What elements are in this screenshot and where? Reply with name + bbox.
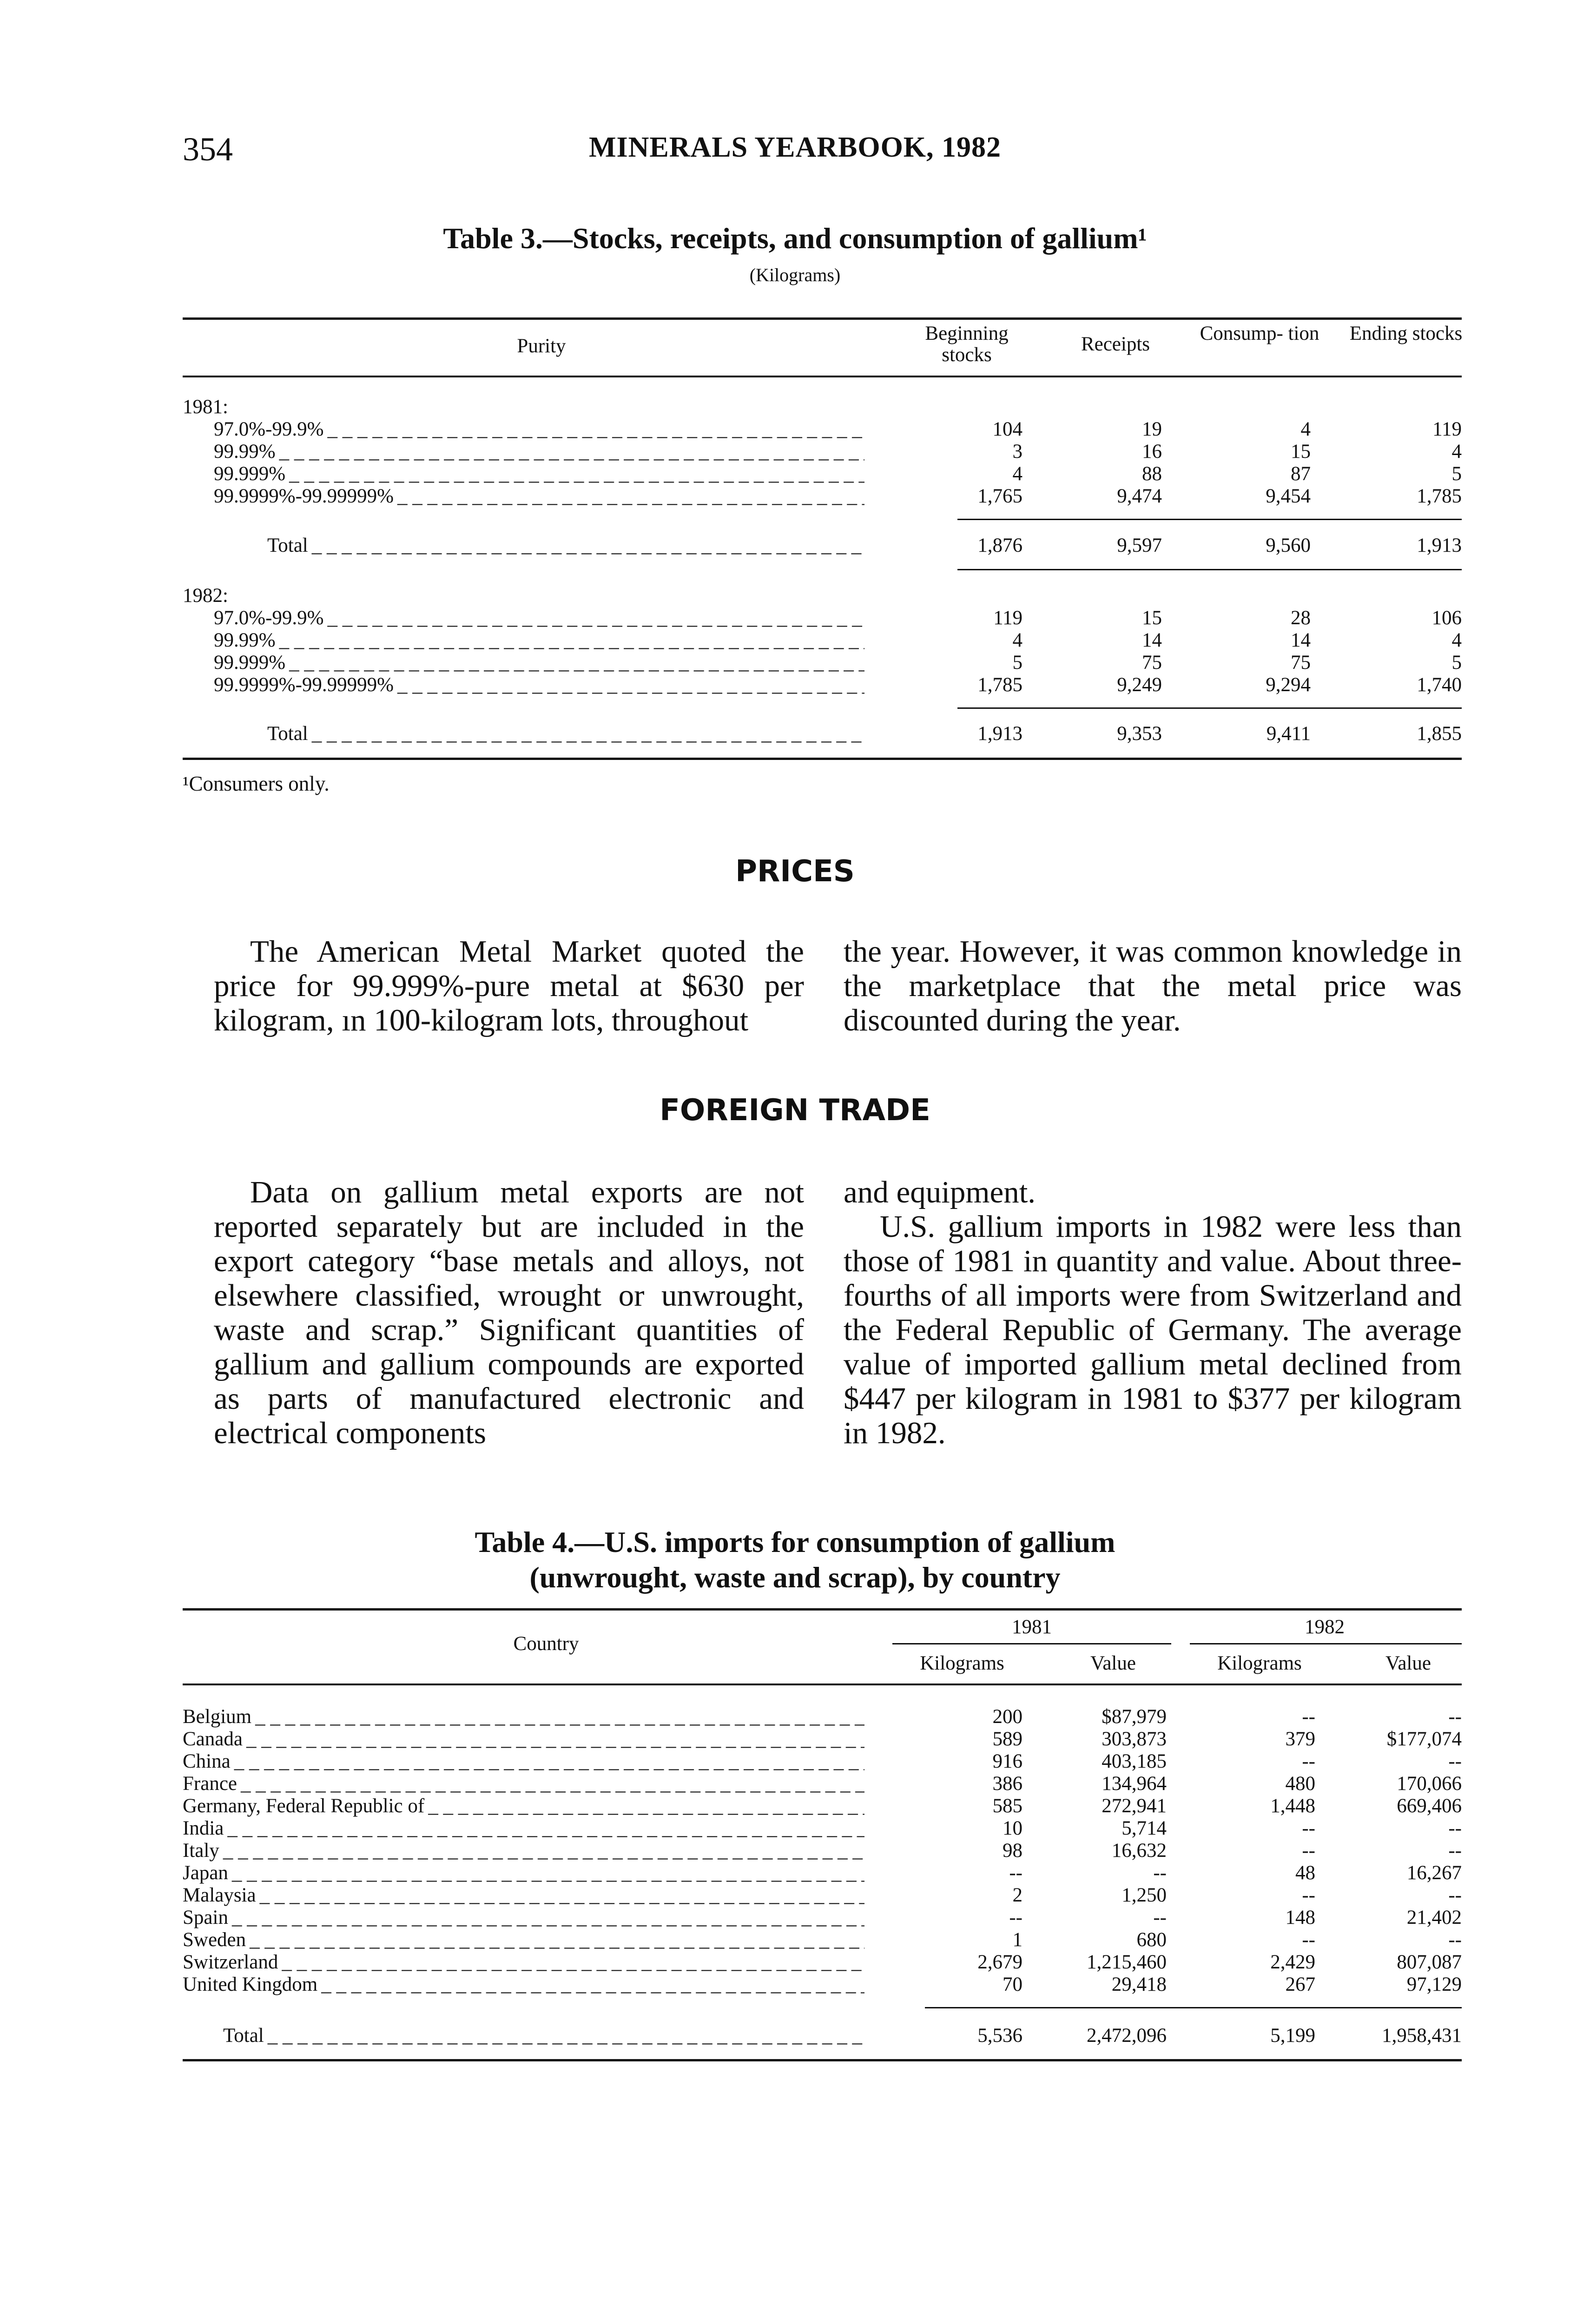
table4-col-kg-1982: Kilograms bbox=[1217, 1652, 1302, 1674]
table3-bottom-rule bbox=[183, 758, 1462, 760]
table3-header-rule bbox=[183, 376, 1462, 377]
table4-col-kg-1981: Kilograms bbox=[920, 1652, 1004, 1674]
table-row: Japan _ _ _ -- -- 48 16,267 bbox=[0, 1862, 1590, 1884]
table3-total-rule bbox=[957, 569, 1462, 570]
page-number: 354 bbox=[183, 131, 233, 168]
running-title: MINERALS YEARBOOK, 1982 bbox=[588, 132, 1002, 163]
table-row: 99.999% _ _ _ 5 75 75 5 bbox=[0, 652, 1590, 674]
table4-header-rule bbox=[183, 1684, 1462, 1685]
table-row: 99.9999%-99.99999% _ _ _ 1,765 9,474 9,454 1,785 bbox=[0, 485, 1590, 508]
table3-col-purity: Purity bbox=[517, 335, 566, 357]
table-row: Spain _ _ _ -- -- 148 21,402 bbox=[0, 1907, 1590, 1929]
foreign-trade-col1: Data on gallium metal exports are not reported separately but are included in the export category “base metals and alloys, not elsewhere classified, wrought or unwrought, waste and scrap.” Significant quantities of gallium and gallium compounds are exported as parts of manufactured electronic and electrical components bbox=[214, 1175, 804, 1450]
table3-footnote: ¹Consumers only. bbox=[183, 772, 330, 795]
table4-col-value-1981: Value bbox=[1090, 1652, 1136, 1674]
table-row-total: Total _ _ _ 1,913 9,353 9,411 1,855 bbox=[0, 723, 1590, 745]
table4-year-rule-1982 bbox=[1190, 1643, 1462, 1644]
prices-heading: PRICES bbox=[735, 854, 855, 889]
table4-col-1981: 1981 bbox=[1012, 1616, 1052, 1638]
table3-col-ending: Ending stocks bbox=[1349, 323, 1463, 344]
table-row: Canada _ _ _ 589 303,873 379 $177,074 bbox=[0, 1728, 1590, 1750]
table4-col-country: Country bbox=[513, 1633, 579, 1655]
table-row: Italy _ _ _ 98 16,632 -- -- bbox=[0, 1840, 1590, 1862]
table3-col-receipts: Receipts bbox=[1081, 333, 1150, 355]
table-row-total: Total _ _ _ 1,876 9,597 9,560 1,913 bbox=[0, 535, 1590, 557]
table3-group-label: 1981: bbox=[183, 396, 228, 418]
table-row: China _ _ _ 916 403,185 -- -- bbox=[0, 1750, 1590, 1773]
table3-col-beginning: Beginning stocks bbox=[925, 323, 1009, 366]
table-row: 97.0%-99.9% _ _ _ 104 19 4 119 bbox=[0, 418, 1590, 441]
foreign-trade-col2: and equipment. U.S. gallium imports in 1982 were less than those of 1981 in quantity and value. About three-fourths of all imports were from Switzerland and the Federal Republic of Germany. The average value of imported gallium metal declined from $447 per kilogram in 1981 to $377 per kilogram in 1982. bbox=[844, 1175, 1462, 1450]
table4-bottom-rule bbox=[183, 2059, 1462, 2061]
table-row: 99.99% _ _ _ 3 16 15 4 bbox=[0, 441, 1590, 463]
table3-title: Table 3.—Stocks, receipts, and consumption of gallium¹ bbox=[443, 222, 1147, 255]
table-row: 99.9999%-99.99999% _ _ _ 1,785 9,249 9,294 1,740 bbox=[0, 674, 1590, 696]
table-row: Germany, Federal Republic of _ _ _ 585 272,941 1,448 669,406 bbox=[0, 1795, 1590, 1817]
table4-subtotal-rule bbox=[925, 2007, 1462, 2008]
table-row: 97.0%-99.9% _ _ _ 119 15 28 106 bbox=[0, 607, 1590, 629]
table4-title-line1: Table 4.—U.S. imports for consumption of gallium bbox=[475, 1525, 1115, 1558]
table-row-total: Total _ _ _ 5,536 2,472,096 5,199 1,958,431 bbox=[0, 2025, 1590, 2047]
table-row: 99.99% _ _ _ 4 14 14 4 bbox=[0, 629, 1590, 652]
table4-title-line2: (unwrought, waste and scrap), by country bbox=[529, 1561, 1061, 1594]
table-row: Malaysia _ _ _ 2 1,250 -- -- bbox=[0, 1884, 1590, 1907]
table3-top-rule bbox=[183, 317, 1462, 320]
table-row: India _ _ _ 10 5,714 -- -- bbox=[0, 1817, 1590, 1840]
table3-subtotal-rule bbox=[957, 519, 1462, 520]
table4-top-rule bbox=[183, 1608, 1462, 1611]
table4-year-rule-1981 bbox=[892, 1643, 1171, 1644]
table-row: Belgium _ _ _ 200 $87,979 -- -- bbox=[0, 1706, 1590, 1728]
table3-unit: (Kilograms) bbox=[749, 264, 841, 285]
table3-subtotal-rule bbox=[957, 707, 1462, 709]
table-row: Switzerland _ _ _ 2,679 1,215,460 2,429 807,087 bbox=[0, 1951, 1590, 1974]
table-row: Sweden _ _ _ 1 680 -- -- bbox=[0, 1929, 1590, 1951]
table-row: United Kingdom _ _ _ 70 29,418 267 97,129 bbox=[0, 1974, 1590, 1996]
prices-col1: The American Metal Market quoted the price for 99.999%-pure metal at $630 per kilogram, ın 100-kilogram lots, throughout bbox=[214, 934, 804, 1037]
foreign-trade-heading: FOREIGN TRADE bbox=[660, 1093, 930, 1128]
table-row: France _ _ _ 386 134,964 480 170,066 bbox=[0, 1773, 1590, 1795]
prices-col2: the year. However, it was common knowledge in the marketplace that the metal price was discounted during the year. bbox=[844, 934, 1462, 1037]
table-row: 99.999% _ _ _ 4 88 87 5 bbox=[0, 463, 1590, 485]
table4-col-1982: 1982 bbox=[1305, 1616, 1345, 1638]
table3-group-label: 1982: bbox=[183, 585, 228, 607]
table3-col-consumption: Consump- tion bbox=[1200, 323, 1320, 344]
table4-col-value-1982: Value bbox=[1385, 1652, 1431, 1674]
